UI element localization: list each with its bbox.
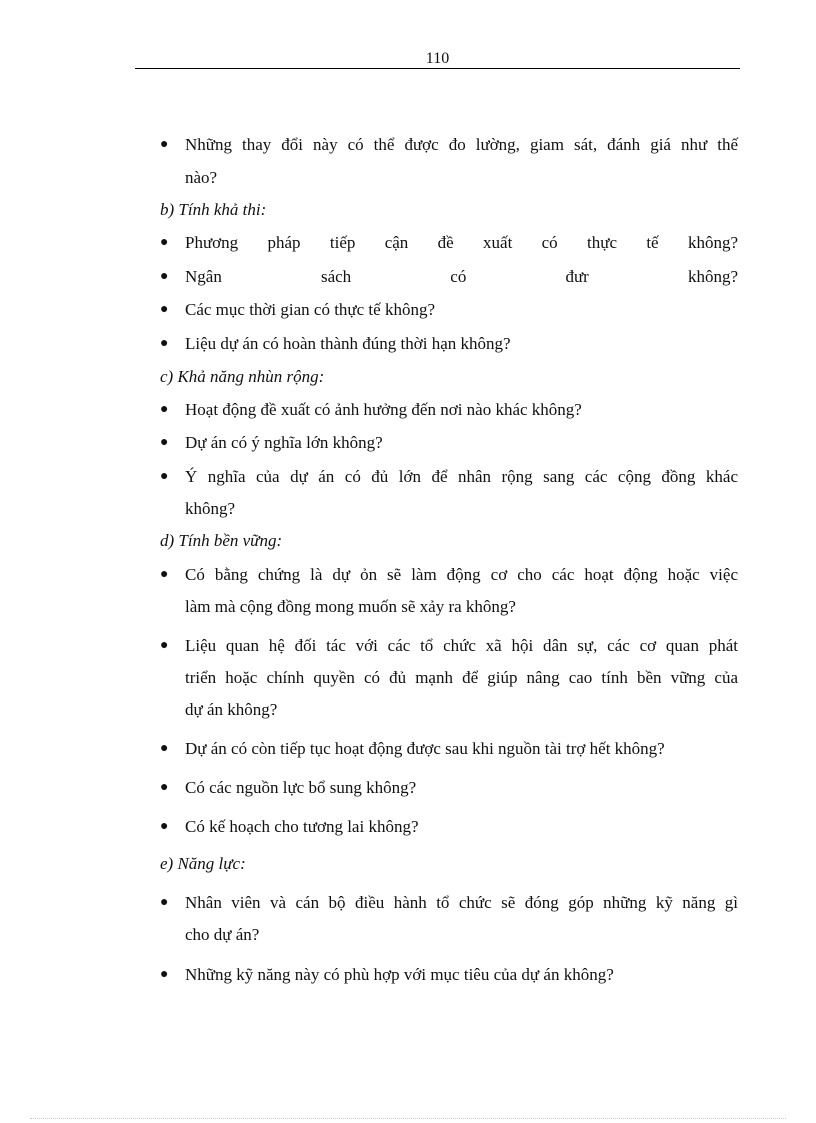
header-rule (135, 68, 740, 69)
bullet-text-line: cho dự án? (185, 925, 260, 944)
bullet-text-line: dự án không? (185, 700, 278, 719)
bullet-icon: ● (160, 895, 169, 910)
bullet-icon: ● (160, 469, 169, 484)
bullet-icon: ● (160, 638, 169, 653)
bullet-icon: ● (160, 780, 169, 795)
bullet-text-line: không? (185, 499, 236, 518)
bullet-text-line: Ý nghĩa của dự án có đủ lớn để nhân rộng sang các cộng đồng khác (185, 467, 738, 486)
bullet-icon: ● (160, 137, 169, 152)
bullet-text-line: Những kỹ năng này có phù hợp với mục tiêu của dự án không? (185, 965, 614, 984)
bullet-icon: ● (160, 567, 169, 582)
bullet-icon: ● (160, 269, 169, 284)
bullet-text-line: Có bằng chứng là dự ỏn sẽ làm động cơ cho các hoạt động hoặc việc (185, 565, 738, 584)
bullet-icon: ● (160, 435, 169, 450)
bullet-icon: ● (160, 302, 169, 317)
bullet-text-line: Ngân sách có đưr không? (185, 267, 738, 286)
bullet-text-line: nào? (185, 168, 218, 187)
section-heading: b) Tính khả thi: (160, 200, 267, 219)
bullet-text-line: Phương pháp tiếp cận đề xuất có thực tế không? (185, 233, 738, 252)
bullet-text-line: làm mà cộng đồng mong muốn sẽ xảy ra không? (185, 597, 516, 616)
page-bottom-border (30, 1118, 786, 1119)
bullet-icon: ● (160, 819, 169, 834)
bullet-text-line: Những thay đổi này có thể được đo lường, giam sát, đánh giá như thế (185, 135, 738, 154)
bullet-text-line: Liệu dự án có hoàn thành đúng thời hạn không? (185, 334, 511, 353)
bullet-text-line: Dự án có còn tiếp tục hoạt động được sau khi nguồn tài trợ hết không? (185, 739, 665, 758)
bullet-text-line: Có kế hoạch cho tương lai không? (185, 817, 419, 836)
bullet-icon: ● (160, 235, 169, 250)
bullet-text-line: Liệu quan hệ đối tác với các tổ chức xã hội dân sự, các cơ quan phát (185, 636, 738, 655)
bullet-icon: ● (160, 402, 169, 417)
bullet-text-line: Hoạt động đề xuất có ảnh hưởng đến nơi nào khác không? (185, 400, 582, 419)
section-heading: d) Tính bền vững: (160, 531, 283, 550)
bullet-icon: ● (160, 336, 169, 351)
bullet-icon: ● (160, 741, 169, 756)
bullet-icon: ● (160, 967, 169, 982)
section-heading: e) Năng lực: (160, 854, 246, 873)
bullet-text-line: Dự án có ý nghĩa lớn không? (185, 433, 383, 452)
bullet-text-line: Các mục thời gian có thực tế không? (185, 300, 435, 319)
page-number: 110 (425, 50, 450, 67)
bullet-text-line: Có các nguồn lực bổ sung không? (185, 778, 417, 797)
bullet-text-line: triển hoặc chính quyền có đủ mạnh để giúp nâng cao tính bền vững của (185, 668, 738, 687)
bullet-text-line: Nhân viên và cán bộ điều hành tổ chức sẽ đóng góp những kỹ năng gì (185, 893, 738, 912)
section-heading: c) Khả năng nhùn rộng: (160, 367, 325, 386)
